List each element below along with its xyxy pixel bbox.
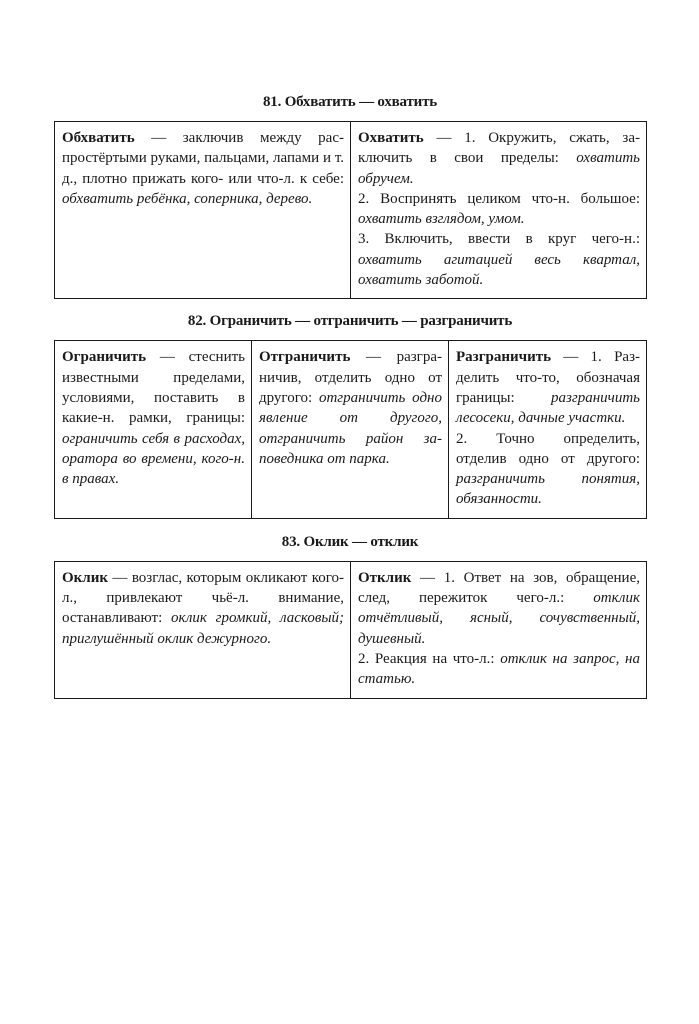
definition-text: 2. Воспринять целиком что-н. большое: <box>358 190 640 207</box>
page-content <box>54 88 646 699</box>
entry-82-col1-cell <box>55 341 252 518</box>
sense-2 <box>358 649 640 690</box>
usage-example: отклик на запрос, на статью. <box>358 650 640 688</box>
definition-text: 3. Включить, ввести в круг чего-н.: <box>358 231 640 248</box>
usage-example: отграничить одно явление от другого, отграничить район заповедника от парка. <box>259 389 442 467</box>
entry-83-table <box>54 561 647 699</box>
entry-81-table <box>54 121 647 299</box>
sense-2 <box>358 189 640 230</box>
definition-text: — разграничив, отделить одно от другого: <box>259 349 442 406</box>
definition-text: — заключив между распростёртыми руками, пальцами, лапами и т. д., плотно прижать кого- или что-л. к себе: <box>62 130 344 187</box>
definition-text: — стеснить известными пределами, условиями, поставить в какие-н. рамки, границы: <box>62 349 245 427</box>
entry-82-col2-cell <box>252 341 449 518</box>
entry-83-left-cell <box>55 561 351 698</box>
entry-82-table <box>54 340 647 518</box>
term-obkhvatit: Обхватить <box>62 130 135 146</box>
sense-1 <box>358 128 640 189</box>
sense-1 <box>358 568 640 649</box>
entry-83-title: 83. Оклик — отклик <box>281 533 419 550</box>
usage-example: ограничить себя в расходах, оратора во времени, кого-н. в правах. <box>62 430 245 488</box>
definition-text: — возглас, которым окликают кого-л., привлекают чьё-л. внимание, останавливают: <box>62 569 344 627</box>
term-okhvatit: Охватить <box>358 130 424 146</box>
usage-example: разграничить понятия, обязанности. <box>456 471 640 508</box>
usage-example: охватить агитацией весь квартал, охватить заботой. <box>358 251 640 289</box>
definition-text: 2. Реакция на что-л.: <box>358 650 501 667</box>
entry-81-title: 81. Обхватить — охватить <box>263 94 437 110</box>
entry-81-left-cell <box>55 122 351 299</box>
usage-example: оклик громкий, ласковый; приглушённый оклик дежурного. <box>62 610 344 647</box>
definition-text: — 1. Разделить что-то, обозначая границы: <box>456 349 640 406</box>
term-otgranichit: Отграничить <box>259 349 351 366</box>
definition-text: — 1. Окружить, сжать, заключить в свои пределы: <box>358 130 640 167</box>
sense-1 <box>456 347 640 428</box>
term-razgranichit: Разграничить <box>456 349 552 366</box>
usage-example: разграничить лесосеки, дачные участки. <box>456 389 640 427</box>
usage-example: отклик отчётливый, ясный, сочувственный, душевный. <box>358 590 640 647</box>
term-ogranichit: Ограничить <box>62 349 147 366</box>
definition-text: — 1. Ответ на зов, обращение, след, пережиток чего-л.: <box>358 569 640 607</box>
term-oklik: Оклик <box>62 569 109 586</box>
entry-81-right-cell <box>351 122 647 299</box>
usage-example: охватить взглядом, умом. <box>358 211 525 228</box>
sense-3 <box>358 229 640 290</box>
entry-82-col3-cell <box>449 341 647 518</box>
usage-example: охватить обручем. <box>358 150 640 187</box>
entry-82-title: 82. Ограничить — отграничить — разграничить <box>187 313 513 330</box>
usage-example: обхватить ребёнка, соперника, дерево. <box>62 190 313 207</box>
term-otklik: Отклик <box>358 569 412 586</box>
definition-text: 2. Точно определить, отделив одно от другого: <box>456 430 640 467</box>
entry-83-right-cell <box>351 561 647 698</box>
sense-2 <box>456 429 640 510</box>
